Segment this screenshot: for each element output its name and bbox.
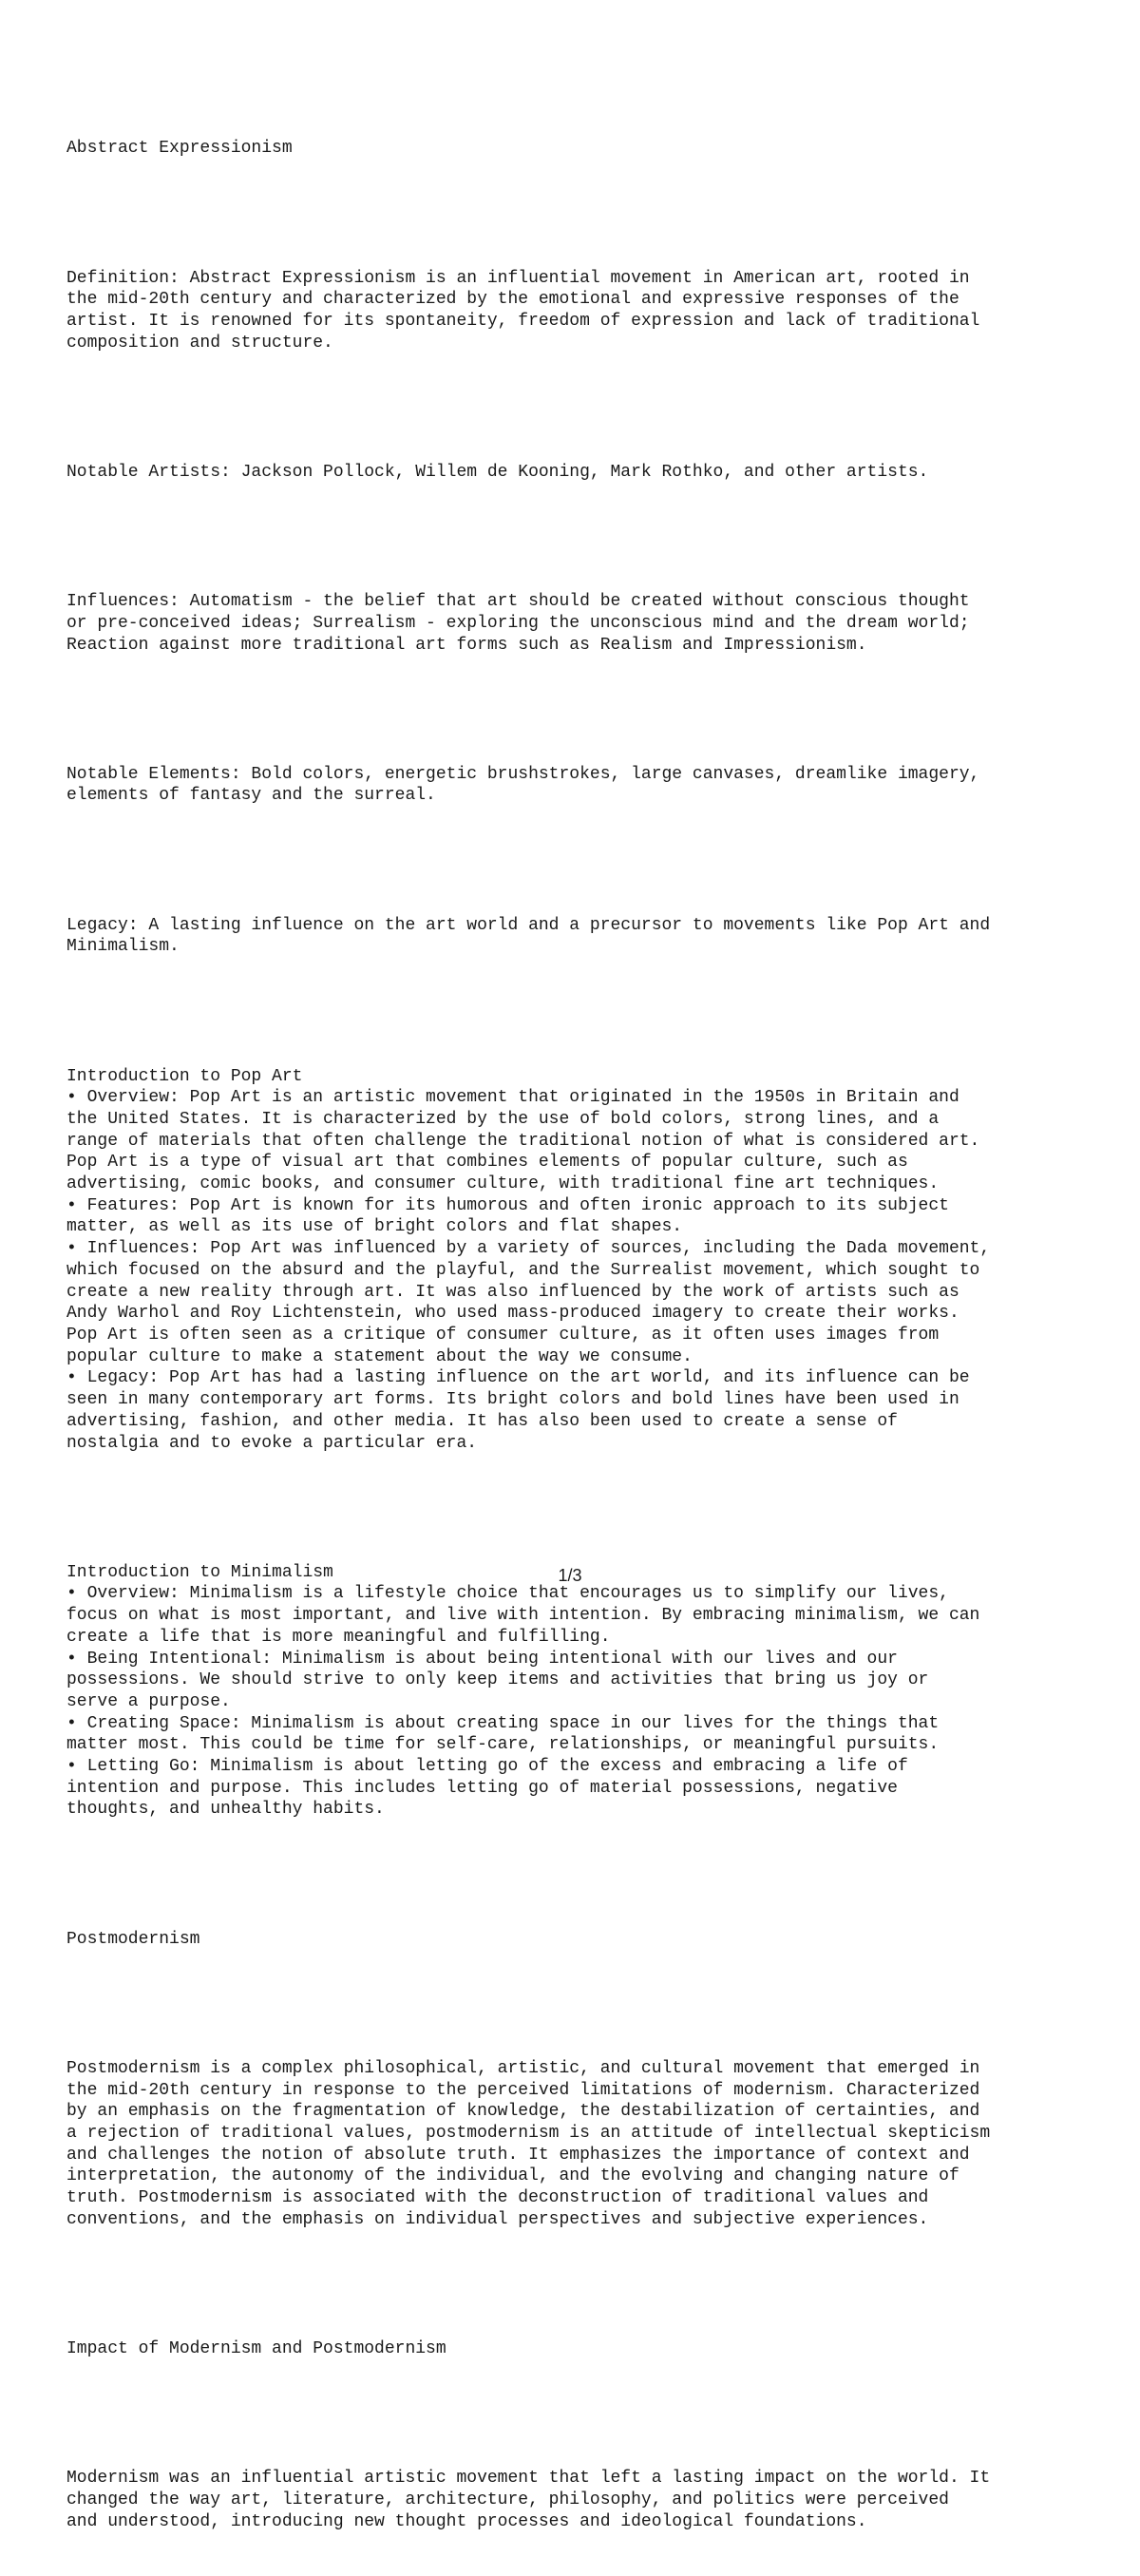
paragraph-definition: Definition: Abstract Expressionism is an influential movement in American art, rooted in the mid-20th century and characterized by the emotional and expressive responses of the artist. It is renowned for its spontaneity, freedom of expression and lack of traditional composition and structure. — [66, 268, 980, 353]
paragraph-spacer — [66, 699, 1092, 721]
section-pop-art: Introduction to Pop Art • Overview: Pop Art is an artistic movement that originated in the 1950s in Britain and the United States. It is characterized by the use of bold colors, strong lines, and a range of materials that often challenge the traditional notion of what is considered art. Pop Art is a type of visual art that combines elements of popular culture, such as advertising, comic books, and consumer culture, with traditional fine art techniques. • Features: Pop Art is known for its humorous and often ironic approach to its subject matter, as well as its use of bright colors and flat shapes. • Influences: Pop Art was influenced by a variety of sources, including the Dada movement, which focused on the absurd and the playful, and the Surrealist movement, which sought to create a new reality through art. It was also influenced by the work of artists such as Andy Warhol and Roy Lichtenstein, who used mass-produced imagery to create their works. Pop Art is often seen as a critique of consumer culture, as it often uses images from popular culture to make a statement about the way we consume. • Legacy: Pop Art has had a lasting influence on the art world, and its influence can be seen in many contemporary art forms. Its bright colors and bold lines have been used in advertising, fashion, and other media. It has also been used to create a sense of nostalgia and to evoke a particular era. — [66, 1066, 991, 1453]
section-minimalism: Introduction to Minimalism • Overview: Minimalism is a lifestyle choice that encourages us to simplify our lives, focus on what is most important, and live with intention. By embracing minimalism, we can create a life that is more meaningful and fulfilling. • Being Intentional: Minimalism is about being intentional with our lives and our possessions. We should strive to only keep items and activities that bring us joy or serve a purpose. • Creating Space: Minimalism is about creating space in our lives for the things that matter most. This could be time for self-care, relationships, or meaningful pursuits. • Letting Go: Minimalism is about letting go of the excess and embracing a life of intention and purpose. This includes letting go of material possessions, negative thoughts, and unhealthy habits. — [66, 1562, 980, 1820]
paragraph-spacer — [66, 203, 1092, 225]
paragraph-spacer — [66, 1994, 1092, 2015]
document-body — [66, 95, 1092, 2576]
section-heading-abstract-expressionism: Abstract Expressionism — [66, 139, 293, 159]
paragraph-spacer — [66, 2403, 1092, 2425]
paragraph-notable-artists: Notable Artists: Jackson Pollock, Willem de Kooning, Mark Rothko, and other artists. — [66, 462, 929, 482]
paragraph-legacy: Legacy: A lasting influence on the art world and a precursor to movements like Pop Art and Minimalism. — [66, 915, 991, 957]
paragraph-spacer — [66, 397, 1092, 419]
paragraph-influences: Influences: Automatism - the belief that art should be created without conscious thought or pre-conceived ideas; Surrealism - exploring the unconscious mind and the dream world; Reaction against more traditional art forms such as Realism and Impressionism. — [66, 592, 970, 655]
page-number: 1/3 — [558, 1566, 582, 1585]
paragraph-postmodernism: Postmodernism is a complex philosophical, artistic, and cultural movement that emerged in the mid-20th century in response to the perceived limitations of modernism. Characterized by an emphasis on the fragmentation of knowledge, the destabilization of certainties, and a rejection of traditional values, postmodernism is an attitude of intellectual skepticism and challenges the notion of absolute truth. It emphasizes the importance of context and interpretation, the autonomy of the individual, and the evolving and changing nature of truth. Postmodernism is associated with the deconstruction of traditional values and conventions, and the emphasis on individual perspectives and subjective experiences. — [66, 2058, 991, 2229]
paragraph-impact: Modernism was an influential artistic movement that left a lasting impact on the world. It changed the way art, literature, architecture, philosophy, and politics were perceived and understood, introducing new thought processes and ideological foundations. — [66, 2469, 991, 2531]
paragraph-spacer — [66, 526, 1092, 548]
section-heading-postmodernism: Postmodernism — [66, 1929, 200, 1949]
section-heading-impact: Impact of Modernism and Postmodernism — [66, 2338, 446, 2358]
paragraph-spacer — [66, 850, 1092, 872]
paragraph-spacer — [66, 1001, 1092, 1022]
paragraph-notable-elements: Notable Elements: Bold colors, energetic brushstrokes, large canvases, dreamlike imagery, elements of fantasy and the surreal. — [66, 764, 980, 806]
paragraph-spacer — [66, 1498, 1092, 1519]
paragraph-spacer — [66, 2274, 1092, 2296]
paragraph-spacer — [66, 1864, 1092, 1886]
